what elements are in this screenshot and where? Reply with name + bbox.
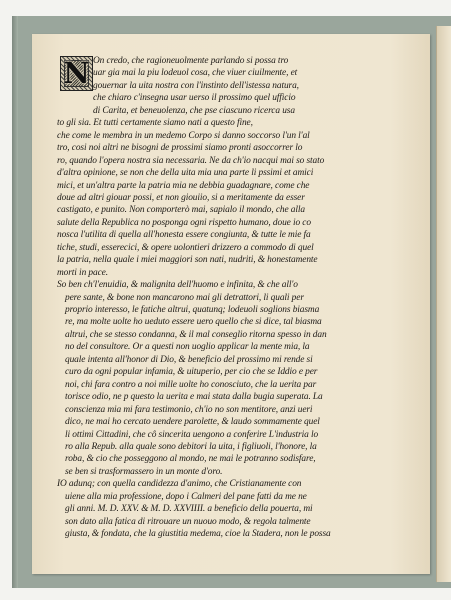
text-line: pere sante, & bone non mancarono mai gli detrattori, li quali per: [65, 292, 304, 303]
text-line: che come le membra in un medemo Corpo si danno soccorso l'un l'al: [57, 130, 310, 141]
text-line: gouernar la uita nostra con l'instinto dell'istessa natura,: [93, 80, 299, 91]
text-line: nosca l'utilita di quella all'honesta essere congiunta, & tutte le mie fa: [57, 230, 311, 241]
text-line: So ben ch'l'enuidia, & malignita dell'huomo e infinita, & che all'o: [57, 280, 298, 291]
text-line: conscienza mia mi fara testimonio, ch'io no son mentitore, anzi ueri: [65, 404, 313, 415]
text-line: li ottimi Cittadini, che cô sincerita uengono a conferire L'industria lo: [65, 429, 319, 440]
text-line: dico, ne mai ho cercato uendere parolette, & laudo sommamente quel: [65, 417, 320, 428]
text-line: doue ad altri giouar possi, et non giouiio, si a meritamente da esser: [57, 192, 305, 203]
initial-letter: N: [63, 56, 90, 90]
text-line: no del consultore. Or a questi non uoglio applicar la mente mia, la: [65, 342, 310, 353]
text-line: re, ma molte uolte ho ueduto essere uero quello che si dice, tal biasma: [65, 317, 322, 328]
text-line: to gli sia. Et tutti certamente siamo nati a questo fine,: [57, 118, 253, 129]
decorated-initial-block: [60, 56, 93, 91]
text-line: di Carita, et beneuolenza, che pse ciascuno ricerca usa: [93, 105, 295, 116]
text-line: noi, chi fara contro a noi mille uolte ho conosciuto, che la uerita par: [65, 379, 317, 390]
text-line: tro, cosi noi altri ne bisogni de prossimi siamo pronti asoccorrer lo: [57, 143, 303, 154]
text-line: proprio interesso, le fatiche altrui, quatunq; lodeuoli soglions biasma: [65, 305, 320, 315]
text-line: roba, & cio che posseggono al mondo, ne mai le potranno sodisfare,: [65, 454, 316, 465]
text-line: se ben si trasformassero in un monte d'oro.: [65, 466, 223, 477]
text-line: gli anni. M. D. XXV. & M. D. XXVIIII. a beneficio della pouerta, mi: [65, 504, 313, 515]
text-line: son dato alla fatica di ritrouare un nuouo modo, & regola talmente: [65, 516, 311, 527]
text-line: la patria, nella quale i miei maggiori son nati, nudriti, & honestamente: [57, 255, 318, 266]
text-line: tiche, studi, esserecici, & opere uolontieri drizzero a commodo di quel: [57, 242, 314, 253]
text-line: uiene alla mia professione, dopo i Calmeri del pane fatti da me ne: [65, 491, 307, 502]
text-line: castigato, e punito. Non comporterò mai, sapialo il mondo, che alla: [57, 205, 305, 216]
text-line: ro, quando l'opera nostra sia necessaria. Ne da ch'io nacqui mai so stato: [57, 155, 325, 166]
text-line: ro alla Repub. alla quale sono debitori la uita, i figliuoli, l'honore, la: [65, 441, 317, 452]
text-line: d'altra opinione, se non che della uita mia una parte li pssimi et amici: [57, 168, 314, 179]
text-line: altrui, che se stesso condanna, & il mal conseglio ritorna spesso in dan: [65, 329, 327, 340]
text-line: morti in pace.: [57, 267, 108, 278]
text-line: giusta, & fondata, che la giustitia medema, cioe la Stadera, non le possa: [65, 529, 331, 540]
board-spine-edge: [12, 16, 18, 588]
text-line: salute della Republica no posponga ogni rispetto humano, doue io co: [57, 217, 311, 228]
text-line: mici, et un'altra parte la patria mia ne debbia guadagnare, come che: [57, 180, 310, 191]
text-line: curo da ogni popular infamia, & uituperio, per cio che se Iddio e per: [65, 367, 318, 378]
text-line: che chiaro c'insegna usar uerso il prossimo quel ufficio: [93, 93, 296, 104]
text-line: IO adunq; con quella candidezza d'animo, che Cristianamente con: [57, 479, 302, 490]
text-line: quale intenta all'honor di Dio, & beneficio del prossimo mi rende si: [65, 354, 313, 365]
text-line: torisce odio, ne p questo la uerita e mai stata dalla bugia superata. La: [65, 392, 323, 403]
facing-page-edge: [436, 26, 451, 582]
text-line: uar gia mai la piu lodeuol cosa, che viuer ciuilmente, et: [93, 68, 298, 79]
text-line: On credo, che ragioneuolmente parlando si possa tro: [93, 56, 289, 66]
